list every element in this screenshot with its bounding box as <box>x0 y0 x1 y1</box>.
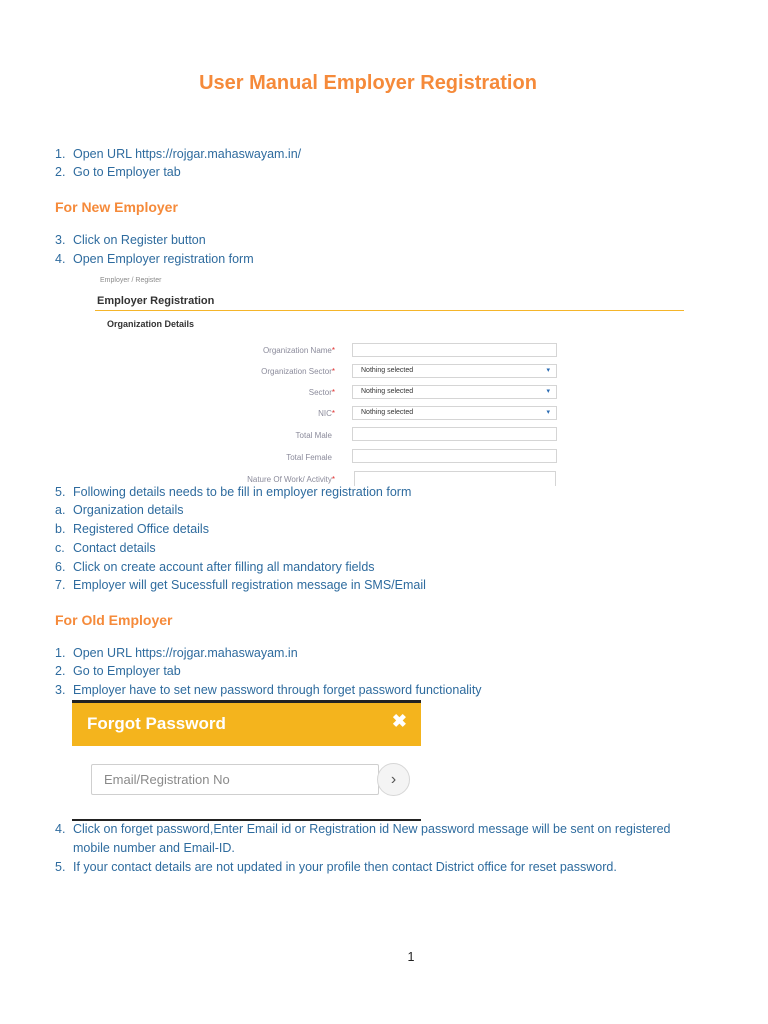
total-female-label: Total Female <box>286 453 332 462</box>
list-item: 4. Click on forget password,Enter Email id or Registration id New password message will be sent on registered <box>55 822 671 836</box>
list-item: 1. Open URL https://rojgar.mahaswayam.in <box>55 646 298 660</box>
chevron-down-icon: ▾ <box>546 367 550 374</box>
list-item: a. Organization details <box>55 503 184 517</box>
nic-select[interactable]: Nothing selected ▾ <box>352 406 557 420</box>
list-item: mobile number and Email-ID. <box>73 841 235 855</box>
chevron-right-icon[interactable]: › <box>377 763 410 796</box>
list-item: 2. Go to Employer tab <box>55 165 181 179</box>
close-icon[interactable]: ✖ <box>391 711 407 731</box>
section-heading-old-employer: For Old Employer <box>55 612 173 628</box>
total-female-input[interactable] <box>352 449 557 463</box>
list-item: 3. Click on Register button <box>55 233 206 247</box>
org-sector-label: Organization Sector* <box>261 367 335 376</box>
breadcrumb: Employer / Register <box>100 277 162 284</box>
list-item: 4. Open Employer registration form <box>55 252 254 266</box>
list-item: b. Registered Office details <box>55 522 209 536</box>
divider <box>95 310 684 311</box>
email-registration-input[interactable]: Email/Registration No <box>91 764 379 795</box>
nature-of-work-input[interactable] <box>354 471 556 486</box>
list-item: 5. If your contact details are not updated in your profile then contact District office for reset password. <box>55 860 617 874</box>
org-name-label: Organization Name* <box>262 346 335 355</box>
list-item: 3. Employer have to set new password through forget password functionality <box>55 683 482 697</box>
org-name-input[interactable] <box>352 343 557 357</box>
list-item: 5. Following details needs to be fill in employer registration form <box>55 485 412 499</box>
list-item: 7. Employer will get Sucessfull registration message in SMS/Email <box>55 578 426 592</box>
nature-of-work-label: Nature Of Work/ Activity* <box>247 475 335 484</box>
list-item: 1. Open URL https://rojgar.mahaswayam.in/ <box>55 147 302 161</box>
list-item: 2. Go to Employer tab <box>55 664 181 678</box>
page-number: 1 <box>407 950 415 964</box>
form-title: Employer Registration <box>97 295 215 307</box>
document-title: User Manual Employer Registration <box>199 72 537 94</box>
total-male-input[interactable] <box>352 427 557 441</box>
total-male-label: Total Male <box>295 431 332 440</box>
list-item: 6. Click on create account after filling all mandatory fields <box>55 560 375 574</box>
chevron-down-icon: ▾ <box>546 388 550 395</box>
forgot-password-header <box>72 703 421 746</box>
sector-label: Sector* <box>308 388 335 397</box>
chevron-down-icon: ▾ <box>546 409 550 416</box>
registration-form-screenshot <box>95 274 687 486</box>
nic-label: NIC* <box>318 409 335 418</box>
section-heading-new-employer: For New Employer <box>55 199 178 215</box>
list-item: c. Contact details <box>55 541 156 555</box>
org-sector-select[interactable]: Nothing selected ▾ <box>352 364 557 378</box>
divider <box>72 819 421 821</box>
section-title: Organization Details <box>107 319 195 329</box>
forgot-password-screenshot <box>72 700 421 822</box>
sector-select[interactable]: Nothing selected ▾ <box>352 385 557 399</box>
forgot-password-title: Forgot Password <box>87 714 226 733</box>
